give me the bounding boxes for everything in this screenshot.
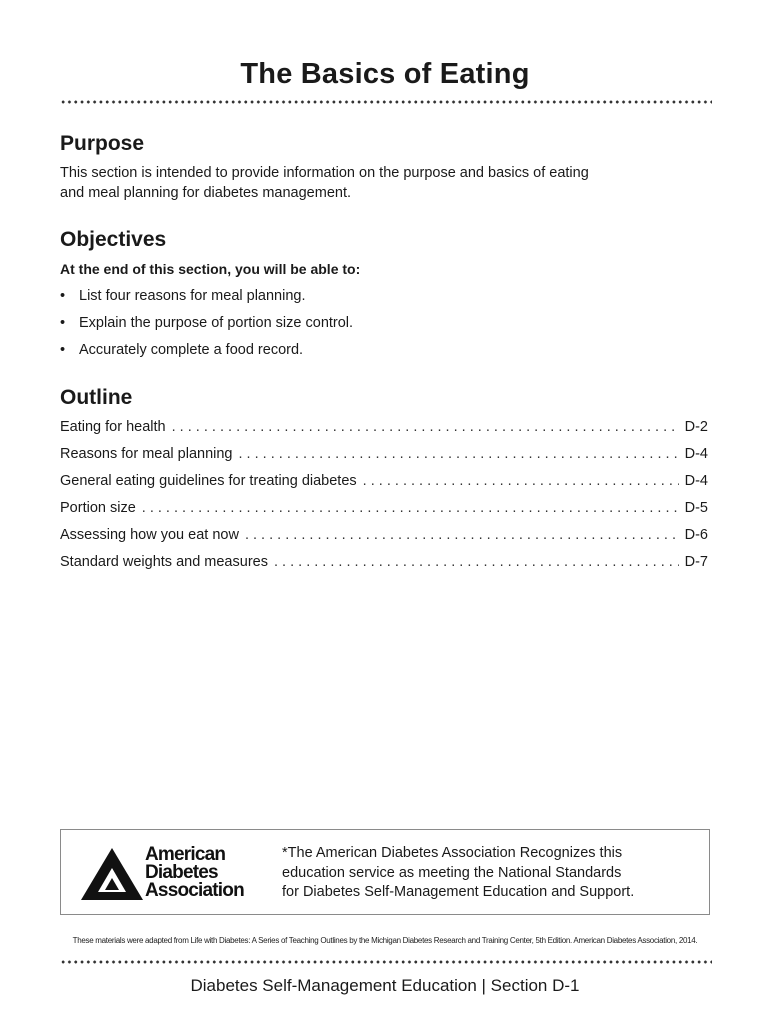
objectives-lead: At the end of this section, you will be able to: xyxy=(60,261,361,277)
purpose-line-1: This section is intended to provide information on the purpose and basics of eating xyxy=(60,165,589,181)
dot-leader xyxy=(142,500,679,516)
outline-entry-page: D-4 xyxy=(684,473,708,489)
ada-triangle-icon xyxy=(79,846,145,902)
outline-entry-label: Standard weights and measures xyxy=(60,554,268,570)
outline-entry-label: General eating guidelines for treating diabetes xyxy=(60,473,357,489)
outline-entry-label: Reasons for meal planning xyxy=(60,446,233,462)
objective-item xyxy=(60,288,306,304)
ada-wordmark xyxy=(145,846,244,900)
page-title: The Basics of Eating xyxy=(240,58,530,90)
outline-entry-label: Assessing how you eat now xyxy=(60,527,239,543)
dot-leader xyxy=(239,446,679,462)
outline-entry-page: D-5 xyxy=(684,500,708,516)
objective-text: List four reasons for meal planning. xyxy=(79,288,306,304)
outline-entry-page: D-6 xyxy=(684,527,708,543)
outline-entry xyxy=(60,446,708,462)
objective-text: Explain the purpose of portion size control. xyxy=(79,315,354,331)
ada-wordmark-line-1: American xyxy=(145,844,226,865)
dot-leader xyxy=(274,554,679,570)
top-dotted-divider xyxy=(60,100,712,104)
outline-heading: Outline xyxy=(60,386,133,409)
recognition-line-1: *The American Diabetes Association Recognizes this xyxy=(282,845,623,861)
objective-item xyxy=(60,342,303,358)
outline-entry xyxy=(60,473,708,489)
outline-entry xyxy=(60,527,708,543)
ada-logo xyxy=(79,846,279,902)
outline-entry-page: D-7 xyxy=(684,554,708,570)
purpose-line-2: and meal planning for diabetes management. xyxy=(60,184,351,201)
purpose-heading: Purpose xyxy=(60,132,145,155)
bottom-dotted-divider xyxy=(60,960,712,964)
recognition-line-3: for Diabetes Self-Management Education and Support. xyxy=(282,884,635,900)
dot-leader xyxy=(245,527,679,543)
bullet-marker: • xyxy=(60,315,66,331)
outline-entry xyxy=(60,419,708,435)
outline-entry-page: D-4 xyxy=(684,446,708,462)
objectives-heading: Objectives xyxy=(60,228,167,251)
objective-item xyxy=(60,315,353,331)
purpose-text xyxy=(60,164,710,203)
recognition-box xyxy=(60,829,710,915)
recognition-text xyxy=(282,844,702,903)
ada-wordmark-line-3: Association xyxy=(145,880,244,901)
outline-entry xyxy=(60,554,708,570)
ada-wordmark-line-2: Diabetes xyxy=(145,862,218,883)
outline-entry xyxy=(60,500,708,516)
bullet-marker: • xyxy=(60,288,66,304)
outline-entry-label: Eating for health xyxy=(60,419,166,435)
attribution-footnote: These materials were adapted from Life with Diabetes: A Series of Teaching Outlines by the Michigan Diabetes Research and Training Center, 5th Edition. American Diabetes Association, 2014. xyxy=(72,936,698,945)
bullet-marker: • xyxy=(60,342,66,358)
dot-leader xyxy=(172,419,679,435)
outline-entry-label: Portion size xyxy=(60,500,136,516)
page-footer: Diabetes Self-Management Education | Section D-1 xyxy=(190,976,580,995)
outline-entry-page: D-2 xyxy=(684,419,708,435)
recognition-line-2: education service as meeting the National Standards xyxy=(282,864,622,881)
objective-text: Accurately complete a food record. xyxy=(79,342,304,358)
dot-leader xyxy=(363,473,679,489)
